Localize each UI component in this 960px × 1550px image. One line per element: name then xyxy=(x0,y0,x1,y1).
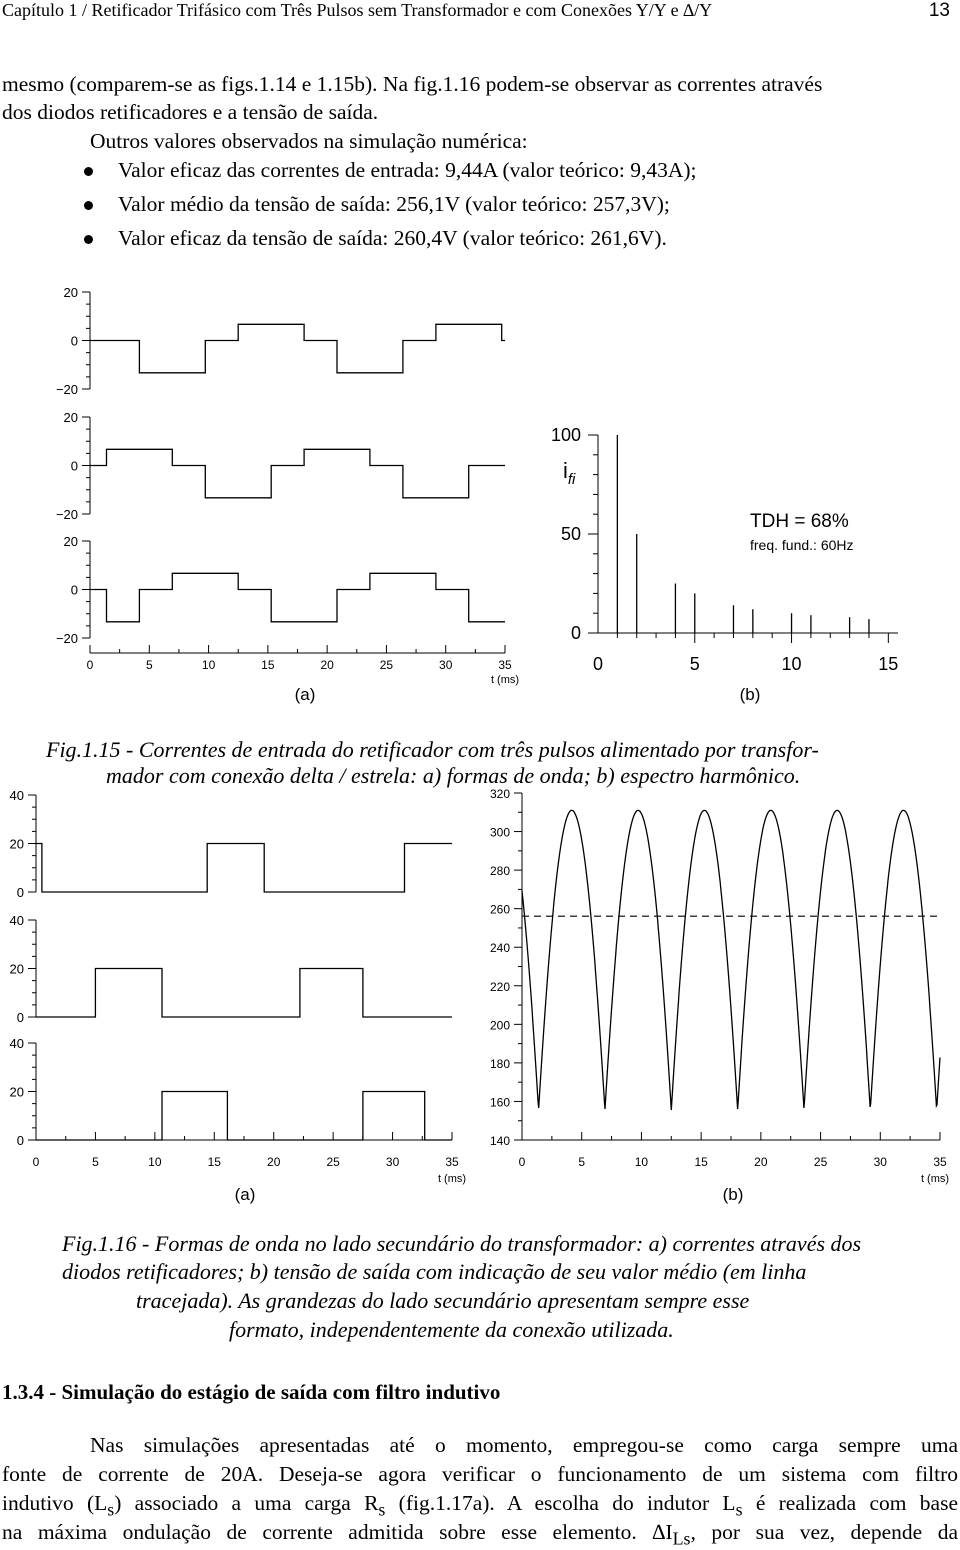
y-tick-label: 100 xyxy=(550,425,581,445)
y-tick-label: 20 xyxy=(9,836,24,852)
x-tick-label: 30 xyxy=(439,658,453,672)
y-tick-label: 220 xyxy=(489,979,510,994)
y-tick-label: 260 xyxy=(489,902,510,917)
y-tick-label: 160 xyxy=(489,1095,510,1110)
y-tick-label: 50 xyxy=(560,524,581,544)
diode-current-waveform xyxy=(36,844,452,893)
x-tick-label: 0 xyxy=(592,654,604,674)
y-tick-label: 140 xyxy=(489,1134,510,1148)
y-tick-label: −20 xyxy=(55,382,78,397)
x-tick-label: 20 xyxy=(320,658,334,672)
body-line-3 xyxy=(2,1491,958,1520)
y-tick-label: 280 xyxy=(489,864,510,879)
x-tick-label: 5 xyxy=(578,1155,586,1169)
freq-label: freq. fund.: 60Hz xyxy=(750,537,854,553)
subscript: s xyxy=(735,1499,743,1520)
y-tick-label: 0 xyxy=(16,1133,24,1148)
x-tick-label: 10 xyxy=(781,654,802,674)
y-tick-label: 320 xyxy=(489,787,510,801)
subscript: s xyxy=(378,1499,386,1520)
fig16b-output-voltage xyxy=(490,787,949,1185)
fig16b-label: (b) xyxy=(722,1185,744,1204)
x-tick-label: 15 xyxy=(878,654,899,674)
subscript: Ls xyxy=(672,1528,691,1549)
y-tick-label: 0 xyxy=(70,458,78,474)
output-voltage-waveform xyxy=(522,810,940,1110)
x-tick-label: 30 xyxy=(873,1155,887,1169)
y-tick-label: 20 xyxy=(9,1084,24,1100)
x-tick-label: 15 xyxy=(207,1155,221,1169)
y-tick-label: 300 xyxy=(489,825,510,840)
fig15-caption-line-1: Fig.1.15 - Correntes de entrada do retificador com três pulsos alimentado por transfor- xyxy=(46,737,819,762)
body-text: (fig.1.17a). A escolha do indutor L xyxy=(385,1491,736,1515)
x-tick-label: 30 xyxy=(385,1155,400,1169)
x-tick-label: 20 xyxy=(267,1155,281,1169)
body-text: Nas simulações apresentadas até o momento, empregou-se como carga sempre uma xyxy=(90,1433,958,1457)
section-title: 1.3.4 - Simulação do estágio de saída com filtro indutivo xyxy=(2,1380,501,1404)
intro-line-1: mesmo (comparem-se as figs.1.14 e 1.15b). Na fig.1.16 podem-se observar as correntes através xyxy=(2,72,823,96)
y-tick-label: 0 xyxy=(16,885,24,900)
x-tick-label: 25 xyxy=(379,658,394,672)
y-tick-label: 0 xyxy=(16,1010,24,1025)
x-tick-label: 25 xyxy=(326,1155,340,1169)
fig15b-label: (b) xyxy=(739,685,761,704)
x-tick-label: 20 xyxy=(754,1155,768,1169)
fig16-caption-line-3: tracejada). As grandezas do lado secundário apresentam sempre esse xyxy=(136,1288,750,1313)
body-text: indutivo (L xyxy=(2,1491,108,1515)
body-text: na máxima ondulação de corrente admitida sobre esse elemento. ∆I xyxy=(2,1520,673,1544)
body-line-2: fonte de corrente de 20A. Deseja-se agora verificar o funcionamento de um sistema com filtro xyxy=(2,1462,958,1486)
y-tick-label: 0 xyxy=(70,333,78,349)
fig15-caption-line-2: mador com conexão delta / estrela: a) formas de onda; b) espectro harmônico. xyxy=(106,763,801,788)
x-tick-label: 0 xyxy=(518,1155,526,1169)
y-tick-label: 200 xyxy=(489,1018,510,1033)
tdh-label: TDH = 68% xyxy=(750,511,849,532)
fig16-caption-line-1: Fig.1.16 - Formas de onda no lado secundário do transformador: a) correntes através dos xyxy=(62,1231,862,1256)
x-axis-label: t (ms) xyxy=(490,674,520,686)
intro-line-2: dos diodos retificadores e a tensão de saída. xyxy=(2,100,379,124)
x-tick-label: 5 xyxy=(689,654,700,674)
x-tick-label: 35 xyxy=(445,1155,459,1169)
bullet-item: Valor médio da tensão de saída: 256,1V (valor teórico: 257,3V); xyxy=(118,192,670,216)
y-tick-label: 20 xyxy=(63,534,78,549)
bullet-item: Valor eficaz das correntes de entrada: 9,44A (valor teórico: 9,43A); xyxy=(118,158,697,182)
y-tick-label: 0 xyxy=(70,582,78,598)
x-axis-label: t (ms) xyxy=(920,1173,950,1185)
x-tick-label: 10 xyxy=(148,1155,162,1169)
body-text: ) associado a uma carga R xyxy=(114,1491,379,1515)
y-tick-label: 20 xyxy=(63,285,78,300)
chapter-header: Capítulo 1 / Retificador Trifásico com Três Pulsos sem Transformador e com Conexões Y/Y e ∆/Y xyxy=(2,0,713,20)
x-axis-label: t (ms) xyxy=(437,1173,467,1185)
x-tick-label: 35 xyxy=(933,1155,947,1169)
x-tick-label: 10 xyxy=(201,658,216,672)
fig15a-label: (a) xyxy=(294,685,316,704)
y-tick-label: 180 xyxy=(489,1056,510,1071)
y-tick-label: 20 xyxy=(9,961,24,977)
y-tick-label: −20 xyxy=(55,507,78,522)
page-number: 13 xyxy=(928,0,950,21)
fig16a-diode-currents xyxy=(10,788,467,1185)
fig16-caption-line-2: diodos retificadores; b) tensão de saída com indicação de seu valor médio (em linha xyxy=(62,1259,807,1284)
y-tick-label: 240 xyxy=(489,941,510,956)
diode-current-waveform xyxy=(36,1092,452,1141)
y-tick-label: 0 xyxy=(570,623,581,643)
y-tick-label: 20 xyxy=(63,410,78,425)
x-tick-label: 15 xyxy=(694,1155,708,1169)
y-tick-label: −20 xyxy=(55,631,78,646)
body-text: , por sua vez, depende da xyxy=(690,1520,959,1544)
subscript: s xyxy=(107,1499,115,1520)
x-tick-label: 5 xyxy=(145,658,153,672)
fig16a-label: (a) xyxy=(234,1185,256,1204)
x-tick-label: 0 xyxy=(86,658,94,672)
y-tick-label: 40 xyxy=(9,1036,24,1051)
y-tick-label: 40 xyxy=(9,913,24,928)
x-tick-label: 10 xyxy=(634,1155,649,1169)
x-tick-label: 15 xyxy=(261,658,275,672)
x-tick-label: 5 xyxy=(92,1155,99,1169)
y-tick-label: 40 xyxy=(9,788,24,803)
body-line-4 xyxy=(2,1520,958,1549)
x-tick-label: 35 xyxy=(498,658,512,672)
body-text: é realizada com base xyxy=(742,1491,958,1515)
intro-line-3: Outros valores observados na simulação numérica: xyxy=(90,129,528,153)
diode-current-waveform xyxy=(36,969,452,1018)
x-tick-label: 0 xyxy=(32,1155,40,1169)
x-tick-label: 25 xyxy=(813,1155,828,1169)
bullet-item: Valor eficaz da tensão de saída: 260,4V (valor teórico: 261,6V). xyxy=(118,226,667,250)
spectrum-symbol: $i_{fi}$ xyxy=(563,458,576,488)
fig16-caption-line-4: formato, independentemente da conexão utilizada. xyxy=(229,1317,674,1342)
body-line-1 xyxy=(2,1433,958,1458)
